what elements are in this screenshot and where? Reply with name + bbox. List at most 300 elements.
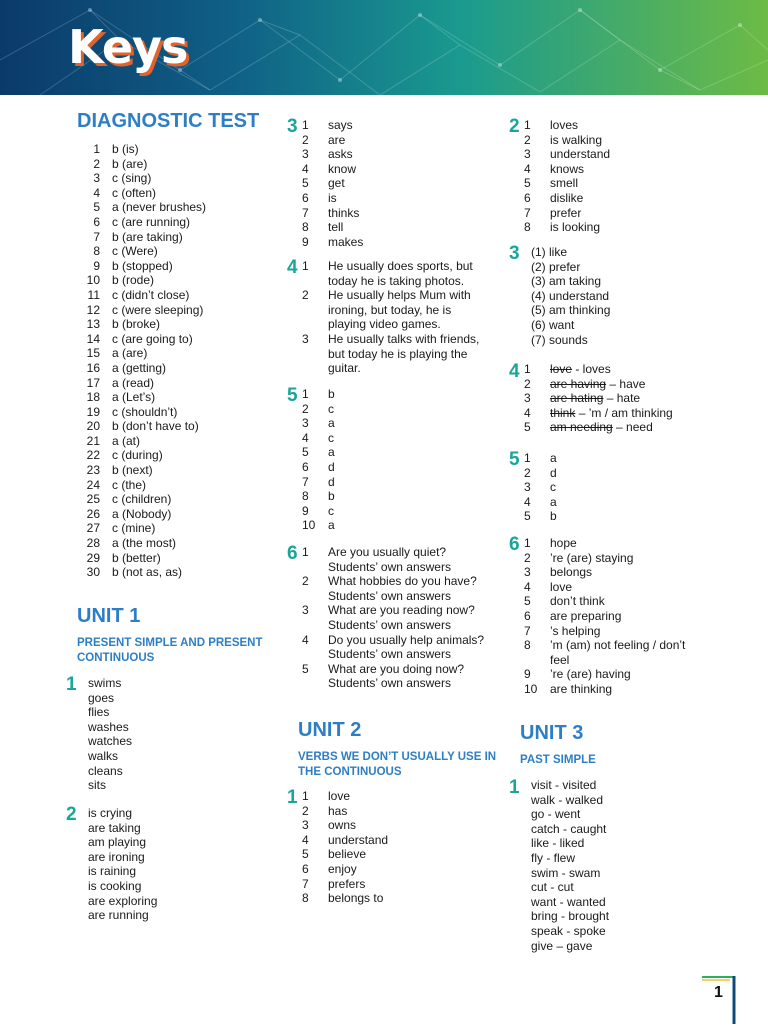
answer-text: watches xyxy=(88,734,133,749)
answer-text: c (sing) xyxy=(112,171,152,186)
item-number: 6 xyxy=(302,190,309,205)
item-number: 7 xyxy=(524,623,531,638)
item-number: 5 xyxy=(524,509,531,524)
answer-row xyxy=(524,638,685,667)
answer-row xyxy=(76,376,206,391)
answer-text: (5) am thinking xyxy=(531,303,611,318)
item-number: 3 xyxy=(524,391,531,406)
item-number: 4 xyxy=(302,430,309,445)
answer-row xyxy=(302,818,388,833)
unit1-q5-list xyxy=(302,387,335,533)
answer-text: b xyxy=(550,509,557,524)
answer-row xyxy=(524,594,685,609)
answer-line: playing video games. xyxy=(328,317,441,332)
answer-line: but today he is playing the xyxy=(328,346,468,361)
item-number: 4 xyxy=(302,161,309,176)
item-number: 5 xyxy=(524,176,531,191)
item-number: 8 xyxy=(524,220,531,235)
answer-text: (3) am taking xyxy=(531,274,602,289)
item-number: 1 xyxy=(302,789,309,803)
answer-text: washes xyxy=(88,719,129,734)
answer-text: believe xyxy=(328,847,367,862)
unit1-q1-list xyxy=(88,676,132,793)
unit3-q1-list xyxy=(531,778,609,953)
answer-text: b xyxy=(328,387,335,401)
answer-row xyxy=(302,877,388,892)
answer-row xyxy=(76,346,206,361)
item-number: 3 xyxy=(302,818,309,833)
unit1-q1-number: 1 xyxy=(66,674,77,695)
answer-text: get xyxy=(328,176,345,191)
answer-row xyxy=(524,362,673,377)
answer-text: is walking xyxy=(550,132,603,147)
answer-row xyxy=(76,565,206,580)
unit2-q4-list xyxy=(524,362,673,435)
answer-text: c (were sleeping) xyxy=(112,302,204,317)
item-number: 1 xyxy=(302,118,309,132)
answer-text: are ironing xyxy=(88,849,145,864)
answer-row xyxy=(302,402,335,417)
answer-text: like - liked xyxy=(531,836,585,851)
answer-line: ’re (are) having xyxy=(550,667,631,682)
answer-row xyxy=(76,303,206,318)
item-number: 10 xyxy=(86,273,100,288)
answer-text xyxy=(328,545,451,574)
answer-text xyxy=(550,391,640,406)
answer-text: b (are taking) xyxy=(112,229,183,244)
question-line: What are you doing now? xyxy=(328,661,465,676)
answer-text: visit - visited xyxy=(531,778,597,792)
answer-text xyxy=(550,667,631,682)
answer-text: c (the) xyxy=(112,477,147,492)
diagnostic-test-heading: DIAGNOSTIC TEST xyxy=(77,110,260,132)
answer-text: a xyxy=(328,416,335,431)
answer-row xyxy=(524,551,685,566)
answer-text: c (shouldn’t) xyxy=(112,404,178,419)
header-banner xyxy=(0,0,768,95)
item-number: 2 xyxy=(524,376,531,391)
item-number: 4 xyxy=(524,405,531,420)
answer-row xyxy=(76,463,206,478)
answer-line: He usually helps Mum with xyxy=(328,288,471,303)
answer-row xyxy=(524,377,673,392)
answer-text: c (often) xyxy=(112,185,157,200)
item-number: 1 xyxy=(524,118,531,132)
answer-line: belongs xyxy=(550,565,593,580)
corrected-text: – hate xyxy=(603,391,641,406)
answer-line: He usually does sports, but xyxy=(328,259,473,273)
answer-text: goes xyxy=(88,690,115,705)
answer-text: loves xyxy=(550,118,579,132)
answer-text: speak - spoke xyxy=(531,923,606,938)
answer-text: is raining xyxy=(88,864,137,879)
unit1-q3-number: 3 xyxy=(287,116,298,137)
answer-row xyxy=(524,133,610,148)
answer-text: b (not as, as) xyxy=(112,565,183,580)
item-number: 5 xyxy=(302,176,309,191)
unit1-q4-list xyxy=(302,259,479,376)
answer-row xyxy=(302,662,484,691)
answer-row xyxy=(524,495,557,510)
answer-text xyxy=(550,406,673,421)
crossed-out-text: are hating xyxy=(550,391,604,406)
item-number: 5 xyxy=(302,661,309,676)
item-number: 2 xyxy=(302,401,309,416)
answer-text: are running xyxy=(88,908,149,923)
answer-row xyxy=(76,157,206,172)
unit2-q5-list xyxy=(524,451,557,524)
item-number: 3 xyxy=(93,171,100,186)
answer-row xyxy=(76,405,206,420)
item-number: 8 xyxy=(302,489,309,504)
answer-text: smell xyxy=(550,176,579,191)
crossed-out-text: are having xyxy=(550,376,607,391)
answer-row xyxy=(302,489,335,504)
item-number: 1 xyxy=(524,536,531,550)
item-number: 16 xyxy=(86,360,100,375)
answer-row xyxy=(76,390,206,405)
answer-row xyxy=(302,220,363,235)
item-number: 2 xyxy=(302,132,309,147)
answer-row xyxy=(524,480,557,495)
item-number: 26 xyxy=(86,506,100,521)
answer-text: c xyxy=(550,480,556,495)
answer-text: walks xyxy=(88,748,119,763)
diagnostic-answers-list xyxy=(76,142,206,580)
answer-row xyxy=(302,504,335,519)
answer-text xyxy=(550,638,685,667)
answer-row xyxy=(302,804,388,819)
answer-text xyxy=(550,536,577,551)
answer-text xyxy=(328,633,484,662)
answer-row xyxy=(76,478,206,493)
answer-row xyxy=(524,191,610,206)
answer-text xyxy=(550,580,572,595)
item-number: 3 xyxy=(302,603,309,618)
answer-row xyxy=(302,162,363,177)
item-number: 7 xyxy=(93,229,100,244)
unit2-q1-number: 1 xyxy=(287,787,298,808)
answer-text: flies xyxy=(88,705,110,720)
answer-text: want - wanted xyxy=(531,894,606,909)
item-number: 28 xyxy=(86,536,100,551)
answer-row xyxy=(302,147,363,162)
answer-text: a (Let’s) xyxy=(112,390,156,405)
answer-line: Students’ own answers xyxy=(328,647,451,662)
answer-text: give – gave xyxy=(531,938,593,953)
unit2-q3-list xyxy=(531,245,610,347)
answer-row xyxy=(76,536,206,551)
answer-line: love xyxy=(550,579,573,594)
answer-text: d xyxy=(550,465,557,480)
answer-text: b (broke) xyxy=(112,317,161,332)
answer-row xyxy=(302,891,388,906)
unit2-q4-number: 4 xyxy=(509,361,520,382)
answer-row xyxy=(76,332,206,347)
unit3-subtitle: PAST SIMPLE xyxy=(520,754,596,766)
answer-row xyxy=(524,466,557,481)
item-number: 2 xyxy=(302,803,309,818)
answer-row xyxy=(302,574,484,603)
answer-line: Students’ own answers xyxy=(328,559,451,574)
item-number: 4 xyxy=(93,185,100,200)
item-number: 22 xyxy=(86,448,100,463)
answer-line: hope xyxy=(550,536,577,550)
answer-text: b xyxy=(328,489,335,504)
item-number: 5 xyxy=(524,420,531,435)
item-number: 4 xyxy=(524,161,531,176)
answer-row xyxy=(302,460,335,475)
answer-text: b (rode) xyxy=(112,273,155,288)
unit2-heading: UNIT 2 xyxy=(298,719,362,741)
crossed-out-text: am needing xyxy=(550,420,613,435)
answer-line: ironing, but today, he is xyxy=(328,302,452,317)
answer-text: swim - swam xyxy=(531,865,601,880)
page-number: 1 xyxy=(714,984,723,1001)
item-number: 7 xyxy=(302,876,309,891)
answer-row xyxy=(302,206,363,221)
answer-text: a xyxy=(550,494,557,509)
answer-row xyxy=(76,419,206,434)
answer-text: is cooking xyxy=(88,878,142,893)
corrected-text: - loves xyxy=(572,362,611,376)
unit1-q5-number: 5 xyxy=(287,385,298,406)
answer-row xyxy=(524,580,685,595)
answer-row xyxy=(76,434,206,449)
answer-line: ’m (am) not feeling / don’t xyxy=(550,638,686,653)
answer-row xyxy=(302,387,335,402)
answer-text: has xyxy=(328,803,348,818)
item-number: 2 xyxy=(524,550,531,565)
answer-text: go - went xyxy=(531,807,581,822)
answer-text: d xyxy=(328,474,335,489)
answer-text xyxy=(550,624,600,639)
answer-text: is crying xyxy=(88,806,133,820)
answer-text: c xyxy=(328,503,334,518)
answer-text: are exploring xyxy=(88,893,158,908)
answer-text: (7) sounds xyxy=(531,332,588,347)
answer-text: d xyxy=(328,459,335,474)
item-number: 4 xyxy=(524,494,531,509)
answer-line: ’s helping xyxy=(550,623,601,638)
answer-row xyxy=(76,361,206,376)
answer-row xyxy=(524,565,685,580)
answer-text: a xyxy=(328,518,335,533)
item-number: 8 xyxy=(302,891,309,906)
answer-text: c (didn’t close) xyxy=(112,287,190,302)
answer-row xyxy=(524,667,685,682)
answer-row xyxy=(524,391,673,406)
answer-text: (6) want xyxy=(531,317,575,332)
answer-text: b (are) xyxy=(112,156,148,171)
answer-text: (1) like xyxy=(531,245,568,259)
answer-text: cleans xyxy=(88,763,123,778)
unit1-q2-list xyxy=(88,806,157,923)
item-number: 24 xyxy=(86,477,100,492)
item-number: 6 xyxy=(524,608,531,623)
answer-text: (4) understand xyxy=(531,288,610,303)
item-number: 19 xyxy=(86,404,100,419)
answer-row xyxy=(302,603,484,632)
answer-text: makes xyxy=(328,234,364,249)
item-number: 2 xyxy=(524,132,531,147)
item-number: 1 xyxy=(524,362,531,376)
answer-row xyxy=(76,244,206,259)
unit2-q6-list xyxy=(524,536,685,697)
answer-text: prefer xyxy=(550,205,582,220)
answer-text xyxy=(550,420,653,435)
unit2-q2-number: 2 xyxy=(509,116,520,137)
answer-text: b (next) xyxy=(112,463,153,478)
answer-row xyxy=(76,317,206,332)
item-number: 2 xyxy=(302,288,309,303)
answer-row xyxy=(76,551,206,566)
answer-text: fly - flew xyxy=(531,850,576,865)
unit1-heading: UNIT 1 xyxy=(77,605,141,627)
answer-text: c (children) xyxy=(112,492,172,507)
answer-text xyxy=(550,565,592,580)
answer-row xyxy=(524,536,685,551)
answer-text: a (the most) xyxy=(112,536,177,551)
answer-text: love xyxy=(328,789,351,803)
unit2-q1-list xyxy=(302,789,388,906)
item-number: 1 xyxy=(302,259,309,273)
unit2-subtitle: VERBS WE DON’T USUALLY USE IN THE CONTINUOUS xyxy=(298,751,497,778)
unit2-q3-number: 3 xyxy=(509,243,520,264)
answer-row xyxy=(524,609,685,624)
answer-text xyxy=(328,288,471,332)
item-number: 9 xyxy=(524,667,531,682)
item-number: 20 xyxy=(86,419,100,434)
answer-text xyxy=(550,594,605,609)
answer-row xyxy=(302,545,484,574)
answer-text: c (during) xyxy=(112,448,163,463)
item-number: 3 xyxy=(524,565,531,580)
item-number: 1 xyxy=(524,451,531,465)
answer-text: prefers xyxy=(328,876,366,891)
answer-text: am playing xyxy=(88,835,147,850)
answer-text: catch - caught xyxy=(531,821,607,836)
answer-text: knows xyxy=(550,161,585,176)
answer-text: c (mine) xyxy=(112,521,156,536)
item-number: 1 xyxy=(302,545,309,559)
item-number: 3 xyxy=(302,147,309,162)
answer-line: Students’ own answers xyxy=(328,676,451,691)
answer-row xyxy=(302,445,335,460)
question-line: Are you usually quiet? xyxy=(328,545,447,559)
item-number: 9 xyxy=(93,258,100,273)
answer-row xyxy=(524,406,673,421)
unit3-q1-number: 1 xyxy=(509,777,520,798)
item-number: 7 xyxy=(524,205,531,220)
answer-text: know xyxy=(328,161,357,176)
item-number: 13 xyxy=(86,317,100,332)
answer-row xyxy=(76,448,206,463)
question-line: What are you reading now? xyxy=(328,603,475,618)
answer-row xyxy=(524,624,685,639)
answer-line: today he is taking photos. xyxy=(328,273,465,288)
unit2-q6-number: 6 xyxy=(509,534,520,555)
item-number: 5 xyxy=(524,594,531,609)
answer-text xyxy=(328,574,477,603)
answer-line: feel xyxy=(550,652,570,667)
answer-row xyxy=(302,518,335,533)
answer-text: b (is) xyxy=(112,142,139,156)
answer-text xyxy=(550,609,621,624)
answer-row xyxy=(302,633,484,662)
question-line: What hobbies do you have? xyxy=(328,574,477,589)
answer-text: is xyxy=(328,190,337,205)
answer-text xyxy=(328,332,479,376)
answer-row xyxy=(76,230,206,245)
item-number: 14 xyxy=(86,331,100,346)
answer-text: belongs to xyxy=(328,891,384,906)
unit3-heading: UNIT 3 xyxy=(520,722,584,744)
item-number: 9 xyxy=(302,234,309,249)
answer-row xyxy=(76,273,206,288)
item-number: 1 xyxy=(302,387,309,401)
item-number: 17 xyxy=(86,375,100,390)
answer-text: are xyxy=(328,132,346,147)
item-number: 9 xyxy=(302,503,309,518)
item-number: 2 xyxy=(524,465,531,480)
item-number: 8 xyxy=(524,638,531,653)
answer-text: understand xyxy=(550,147,611,162)
item-number: 8 xyxy=(93,244,100,259)
answer-row xyxy=(524,420,673,435)
answer-text: enjoy xyxy=(328,861,357,876)
unit1-q4-number: 4 xyxy=(287,257,298,278)
unit1-q6-list xyxy=(302,545,484,691)
answer-text: a (at) xyxy=(112,433,141,448)
item-number: 29 xyxy=(86,550,100,565)
item-number: 18 xyxy=(86,390,100,405)
answer-text: a (getting) xyxy=(112,360,167,375)
item-number: 1 xyxy=(93,142,100,156)
item-number: 5 xyxy=(302,847,309,862)
answer-row xyxy=(524,176,610,191)
answer-text: c xyxy=(328,430,334,445)
item-number: 2 xyxy=(93,156,100,171)
page-number-box xyxy=(700,976,738,1024)
answer-text: a (read) xyxy=(112,375,155,390)
answer-text: thinks xyxy=(328,205,360,220)
answer-text: is looking xyxy=(550,220,601,235)
item-number: 6 xyxy=(302,459,309,474)
answer-text: understand xyxy=(328,832,389,847)
answer-text: a (never brushes) xyxy=(112,200,207,215)
item-number: 6 xyxy=(524,190,531,205)
answer-row xyxy=(76,215,206,230)
answer-text: dislike xyxy=(550,190,584,205)
item-number: 15 xyxy=(86,346,100,361)
item-number: 4 xyxy=(302,832,309,847)
answer-row xyxy=(524,206,610,221)
answer-text: bring - brought xyxy=(531,909,610,924)
answer-row xyxy=(302,235,363,250)
answer-row xyxy=(302,332,479,376)
answer-text: c (are running) xyxy=(112,214,191,229)
answer-text: b (better) xyxy=(112,550,161,565)
answer-row xyxy=(302,416,335,431)
item-number: 10 xyxy=(524,681,538,696)
answer-text xyxy=(550,682,612,697)
answer-row xyxy=(302,475,335,490)
item-number: 5 xyxy=(93,200,100,215)
answer-text: are taking xyxy=(88,820,141,835)
answer-row xyxy=(302,862,388,877)
item-number: 21 xyxy=(86,433,100,448)
